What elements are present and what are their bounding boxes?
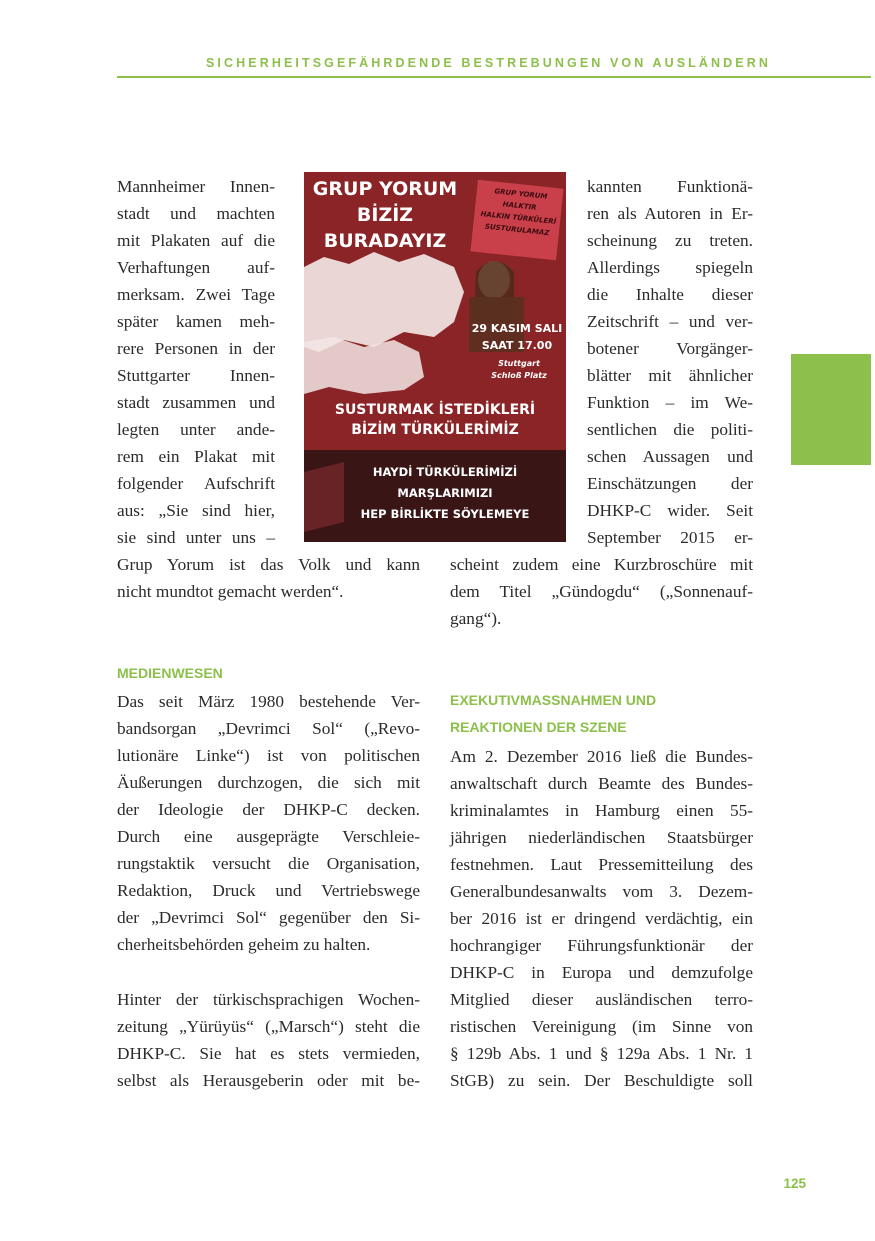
text-line: selbst als Herausgeberin oder mit be-: [117, 1071, 420, 1090]
text-line: anwaltschaft durch Beamte des Bundes-: [450, 774, 753, 793]
text-line: Verhaftungen auf-: [117, 258, 275, 277]
text-line: zeitung „Yürüyüs“ („Marsch“) steht die: [117, 1017, 420, 1036]
text-line: rungstaktik versucht die Organisation,: [117, 854, 420, 873]
text-line: Zeitschrift – und ver-: [587, 312, 753, 331]
text-line: legten unter ande-: [117, 420, 275, 439]
running-header: SICHERHEITSGEFÄHRDENDE BESTREBUNGEN VON AUSLÄNDERN: [206, 56, 771, 70]
text-line: Mannheimer Innen-: [117, 177, 275, 196]
text-line: lutionäre Linke“) ist von politischen: [117, 746, 420, 765]
text-line: bandsorgan „Devrimci Sol“ („Revo-: [117, 719, 420, 738]
text-line: aus: „Sie sind hier,: [117, 501, 275, 520]
text-line: Mitglied dieser ausländischen terro-: [450, 990, 753, 1009]
text-line: nicht mundtot gemacht werden“.: [117, 582, 344, 601]
poster-title-line: BURADAYIZ: [323, 230, 447, 252]
text-line: botener Vorgänger-: [587, 339, 753, 358]
text-line: später kamen meh-: [117, 312, 275, 331]
text-line: festnehmen. Laut Pressemitteilung des: [450, 855, 753, 874]
poster-sign-line: GRUP YORUM: [493, 187, 548, 201]
grup-yorum-poster-image: [304, 172, 566, 542]
section-heading: REAKTIONEN DER SZENE: [450, 719, 627, 735]
text-line: hochrangiger Führungsfunktionär der: [450, 936, 753, 955]
poster-slogan-line: SUSTURMAK İSTEDİKLERİ: [334, 402, 536, 418]
text-line: rere Personen in der: [117, 339, 275, 358]
text-line: ren als Autoren in Er-: [587, 204, 753, 223]
poster-place-line: Stuttgart: [498, 359, 540, 368]
poster-call-line: MARŞLARIMIZI: [397, 486, 493, 500]
chapter-side-tab: [791, 354, 871, 465]
section-heading: MEDIENWESEN: [117, 665, 223, 681]
text-line: September 2015 er-: [587, 528, 753, 547]
text-line: Hinter der türkischsprachigen Wochen-: [117, 990, 420, 1009]
poster-call-line: HAYDİ TÜRKÜLERİMİZİ: [372, 465, 518, 479]
text-line: stadt und machten: [117, 204, 275, 223]
text-line: stadt zusammen und: [117, 393, 275, 412]
text-line: scheinung zu treten.: [587, 231, 753, 250]
poster-title-line: GRUP YORUM: [312, 178, 458, 200]
text-line: jährigen niederländischen Staatsbürger: [450, 828, 753, 847]
text-line: ristischen Vereinigung (im Sinne von: [450, 1017, 753, 1036]
text-line: Am 2. Dezember 2016 ließ die Bundes-: [450, 747, 753, 766]
text-line: ber 2016 ist er dringend verdächtig, ein: [450, 909, 753, 928]
text-line: Grup Yorum ist das Volk und kann: [117, 555, 420, 574]
text-line: cherheitsbehörden geheim zu halten.: [117, 935, 371, 954]
text-line: kannten Funktionä-: [587, 177, 753, 196]
poster-place-line: Schloß Platz: [491, 371, 547, 380]
text-line: kriminalamtes in Hamburg einen 55-: [450, 801, 753, 820]
text-line: der Ideologie der DHKP-C decken.: [117, 800, 420, 819]
text-line: der „Devrimci Sol“ gegenüber den Si-: [117, 908, 420, 927]
text-line: gang“).: [450, 609, 502, 628]
text-line: Äußerungen durchzogen, die sich mit: [117, 773, 420, 792]
text-line: StGB) zu sein. Der Beschuldigte soll: [450, 1071, 753, 1090]
text-line: rem ein Plakat mit: [117, 447, 275, 466]
text-line: Durch eine ausgeprägte Verschleie-: [117, 827, 420, 846]
poster-sign-line: HALKTIR: [502, 200, 537, 212]
text-line: sie sind unter uns –: [117, 528, 275, 547]
text-line: Generalbundesanwalts vom 3. Dezem-: [450, 882, 753, 901]
text-line: merksam. Zwei Tage: [117, 285, 275, 304]
poster-slogan-line: BİZİM TÜRKÜLERİMİZ: [351, 422, 519, 438]
poster-date-line: 29 KASIM SALI: [471, 322, 563, 335]
poster-sign-line: HALKIN TÜRKÜLERİ: [480, 210, 557, 226]
text-line: Allerdings spiegeln: [587, 258, 753, 277]
text-line: Redaktion, Druck und Vertriebswege: [117, 881, 420, 900]
poster-title-line: BİZİZ: [356, 204, 414, 226]
text-line: scheint zudem eine Kurzbroschüre mit: [450, 555, 753, 574]
text-line: Einschätzungen der: [587, 474, 753, 493]
text-line: mit Plakaten auf die: [117, 231, 275, 250]
page-number: 125: [783, 1176, 806, 1191]
text-line: DHKP-C. Sie hat es stets vermieden,: [117, 1044, 420, 1063]
poster-call-line: HEP BİRLİKTE SÖYLEMEYE: [360, 507, 530, 521]
text-line: folgender Aufschrift: [117, 474, 275, 493]
text-line: DHKP-C wider. Seit: [587, 501, 753, 520]
text-line: § 129b Abs. 1 und § 129a Abs. 1 Nr. 1: [450, 1044, 753, 1063]
text-line: Funktion – im We-: [587, 393, 753, 412]
header-rule: [117, 76, 871, 78]
text-line: Das seit März 1980 bestehende Ver-: [117, 692, 420, 711]
text-line: DHKP-C in Europa und demzufolge: [450, 963, 753, 982]
poster-date-line: SAAT 17.00: [481, 339, 553, 352]
text-line: sentlichen die politi-: [587, 420, 753, 439]
text-line: blätter mit ähnlicher: [587, 366, 753, 385]
text-line: schen Aussagen und: [587, 447, 753, 466]
text-line: die Inhalte dieser: [587, 285, 753, 304]
text-line: dem Titel „Gündogdu“ („Sonnenauf-: [450, 582, 753, 601]
section-heading: EXEKUTIVMASSNAHMEN UND: [450, 692, 657, 708]
text-line: Stuttgarter Innen-: [117, 366, 275, 385]
poster-sign-line: SUSTURULAMAZ: [484, 222, 550, 238]
